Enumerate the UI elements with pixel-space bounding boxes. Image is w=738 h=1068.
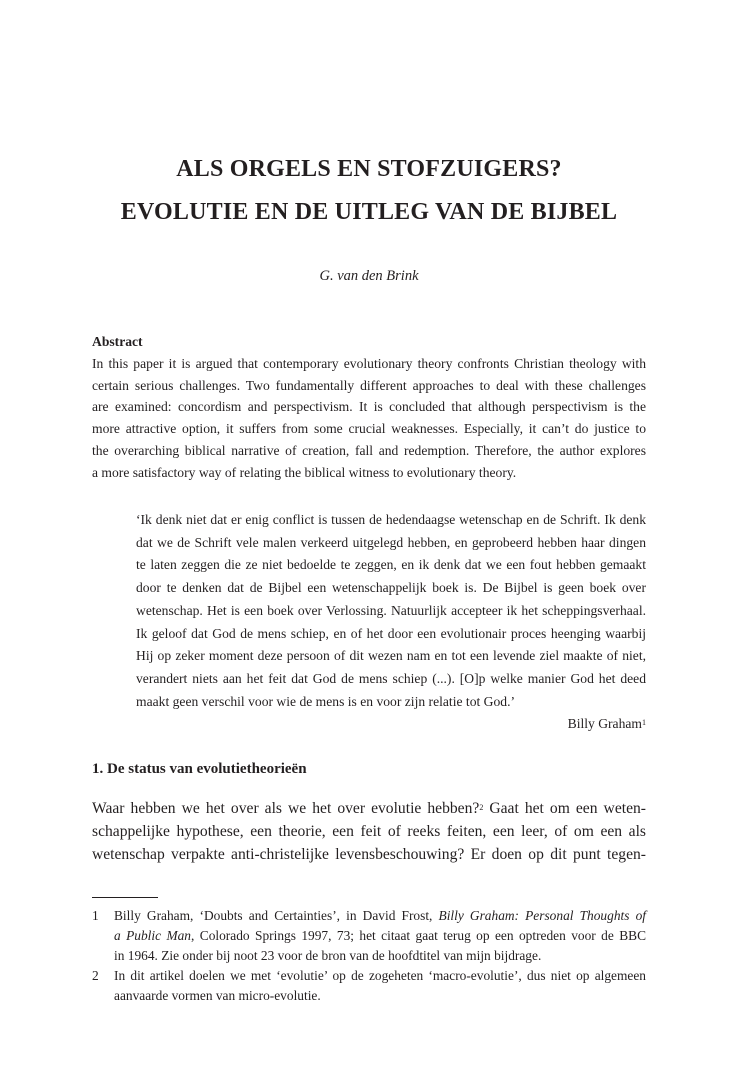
title-line-2: EVOLUTIE EN DE UITLEG VAN DE BIJBEL [120,199,618,225]
abstract-line: more attractive option, it suffers from some crucial weaknesses. Especially, it can’t do justice to [92,421,646,437]
footnote-line [114,926,646,946]
footnote-2 [92,966,646,1006]
attribution-name: Billy Graham [567,716,642,732]
abstract-heading: Abstract [92,334,143,349]
body-text: Waar hebben we het over als we het over evolutie hebben? [92,800,480,817]
footnote-line: aanvaarde vormen van micro-evolutie. [114,988,321,1003]
body-line: wetenschap verpakte anti-christelijke levensbeschouwing? Er doen op dit punt tegen- [92,846,646,863]
quote-line: door te denken dat de Bijbel een wetenschappelijk boek is. De Bijbel is geen boek over [136,580,646,596]
body-text: Gaat het om een weten- [483,800,646,817]
footnote-title: a Public Man [114,928,192,943]
quote-line: Ik geloof dat God de mens schiep, en of het door een evolutionair proces heenging waarbij [136,625,646,641]
footnote-number: 2 [92,968,99,983]
footnote-line: In dit artikel doelen we met ‘evolutie’ op de zogeheten ‘macro-evolutie’, dus niet op algemeen [114,968,646,983]
title-line-1: ALS ORGELS EN STOFZUIGERS? [176,156,562,182]
footnote-line: in 1964. Zie onder bij noot 23 voor de bron van de hoofdtitel van mijn bijdrage. [114,948,542,963]
body-line: schappelijke hypothese, een theorie, een feit of reeks feiten, een leer, of om een als [92,823,646,840]
body-paragraph [92,797,646,866]
abstract-line: certain serious challenges. Two fundamentally different approaches to deal with these challenges [92,377,646,393]
epigraph-quote [136,509,646,736]
quote-line: te laten zeggen die ze niet bedoelde te zeggen, en ik denk dat we een fout hebben gemaakt [136,557,646,573]
abstract [92,331,646,484]
quote-line: dat we de Schrift vele malen verkeerd uitgelegd hebben, en geprobeerd hebben haar dingen [136,534,646,550]
quote-line: Hij op zeker moment deze persoon of dit wezen nam en tot een levende ziel maakte of niet, [136,648,646,664]
footnote-ref-1[interactable]: 1 [642,718,646,728]
abstract-line: are examined: concordism and perspectivism. It is concluded that although perspectivism is the [92,399,646,415]
footnote-line [114,906,646,926]
footnote-text: , Colorado Springs 1997, 73; het citaat gaat terug op een optreden voor de BBC [191,928,647,943]
quote-attribution [136,713,646,736]
section-heading: 1. De status van evolutietheorieën [92,761,307,777]
abstract-line: a more satisfactory way of relating the biblical witness to evolutionary theory. [92,464,517,480]
footnote-text: Billy Graham, ‘Doubts and Certainties’, in David Frost, [114,908,439,923]
quote-line: ‘Ik denk niet dat er enig conflict is tussen de hedendaagse wetenschap en de Schrift. Ik denk [136,512,646,527]
author: G. van den Brink [319,268,419,284]
quote-line: maakt geen verschil voor wie de mens is en voor zijn relatie tot God.’ [136,693,515,709]
quote-line: verandert niets aan het feit dat God de mens schiep (...). [O]p welke manier God het deed [136,670,646,686]
abstract-line: In this paper it is argued that contemporary evolutionary theory confronts Christian theology with [92,355,646,371]
body-line [92,797,646,820]
footnote-divider [92,897,158,898]
footnote-title: Billy Graham: Personal Thoughts of [438,908,646,923]
quote-line: wetenschap. Het is een boek over Verlossing. Natuurlijk accepteer ik het scheppingsverhaal. [136,602,646,618]
footnote-1 [92,906,646,966]
footnotes [92,906,646,1006]
abstract-line: the overarching biblical narrative of creation, fall and redemption. Therefore, the author explores [92,442,646,458]
footnote-ref-2[interactable]: 2 [479,803,484,812]
footnote-number: 1 [92,908,99,923]
